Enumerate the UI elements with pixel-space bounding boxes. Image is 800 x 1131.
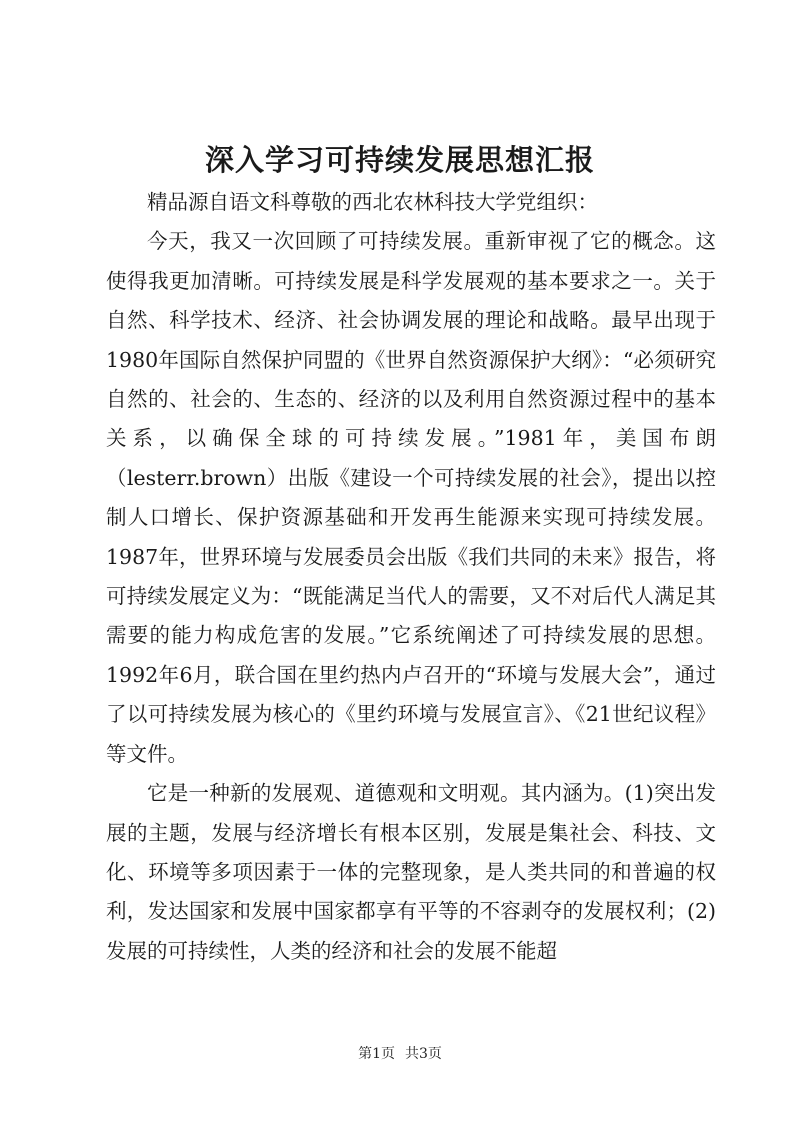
document-title: 深入学习可持续发展思想汇报 [204,143,595,177]
page-number: 第1页 [358,1046,395,1062]
page-footer [0,1044,800,1064]
page-total: 共3页 [405,1046,442,1062]
salutation-paragraph: 精品源自语文科尊敬的西北农林科技大学党组织： [147,190,598,214]
body-paragraph: 今天，我又一次回顾了可持续发展。重新审视了它的概念。这使得我更加清晰。可持续发展是科学发展观的基本要求之一。关于自然、科学技术、经济、社会协调发展的理论和战略。最早出现于1980年国际自然保护同盟的《世界自然资源保护大纲》：“必须研究自然的、社会的、生态的、经济的以及利用自然资源过程中的基本关系，以确保全球的可持续发展。”1981年，美国布朗（lesterr.brown）出版《建设一个可持续发展的社会》，提出以控制人口增长、保护资源基础和开发再生能源来实现可持续发展。1987年，世界环境与发展委员会出版《我们共同的未来》报告，将可持续发展定义为：“既能满足当代人的需要，又不对后代人满足其需要的能力构成危害的发展。”它系统阐述了可持续发展的思想。1992年6月，联合国在里约热内卢召开的“环境与发展大会”，通过了以可持续发展为核心的《里约环境与发展宣言》、《21世纪议程》等文件。 [106,229,716,766]
document-body [106,183,716,971]
body-paragraph: 它是一种新的发展观、道德观和文明观。其内涵为。(1)突出发展的主题，发展与经济增长有根本区别，发展是集社会、科技、文化、环境等多项因素于一体的完整现象，是人类共同的和普遍的权利，发达国家和发展中国家都享有平等的不容剥夺的发展权利；(2)发展的可持续性，人类的经济和社会的发展不能超 [106,781,716,963]
